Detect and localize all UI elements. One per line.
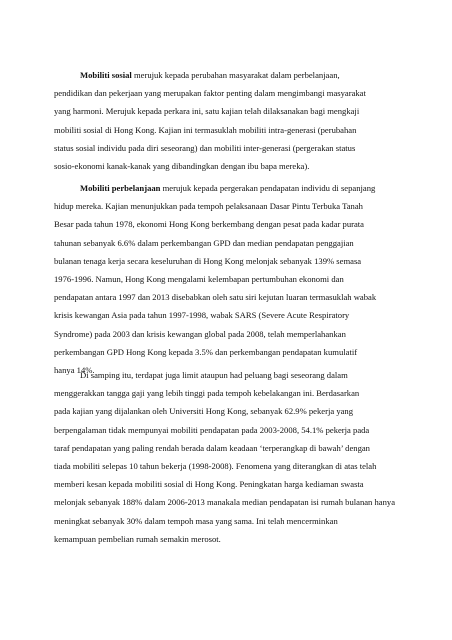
text-line: 1976-1996. Namun, Hong Kong mengalami kelembapan pertumbuhan ekonomi dan <box>54 274 344 285</box>
text-line: pendidikan dan pekerjaan yang merupakan faktor penting dalam mengimbangi masyarakat <box>54 88 366 99</box>
paragraph-mobiliti-sosial <box>54 66 424 175</box>
text-line: mobiliti sosial di Hong Kong. Kajian ini termasuklah mobiliti intra-generasi (perubahan <box>54 124 357 135</box>
text-line: hanya 14%. <box>54 365 95 376</box>
text-line: Syndrome) pada 2003 dan krisis kewangan global pada 2008, telah memperlahankan <box>54 328 346 339</box>
text-line: Besar pada tahun 1978, ekonomi Hong Kong berkembang dengan pesat pada kadar purata <box>54 219 364 230</box>
text-line: krisis kewangan Asia pada tahun 1997-1998, wabak SARS (Severe Acute Respiratory <box>54 310 350 321</box>
text-line: kemampuan pembelian rumah semakin merosot. <box>54 533 221 544</box>
text-line: berpengalaman tidak mempunyai mobiliti pendapatan pada 2003-2008, 54.1% pekerja pada <box>54 424 370 435</box>
text-line: perkembangan GPD Hong Kong kepada 3.5% dan perkembangan pendapatan kumulatif <box>54 346 358 357</box>
text-line: memberi kesan kepada mobiliti sosial di Hong Kong. Peningkatan harga kediaman swasta <box>54 479 364 490</box>
text-line: status sosial individu pada diri seseorang) dan mobiliti inter-generasi (pergerakan status <box>54 142 356 153</box>
text-line: bulanan tenaga kerja secara keseluruhan di Hong Kong melonjak sebanyak 139% semasa <box>54 255 362 266</box>
text-line: menggerakkan tangga gaji yang lebih tinggi pada tempoh kebelakangan ini. Berdasarkan <box>54 388 360 399</box>
paragraph-first-line <box>54 179 424 197</box>
paragraph-first-line: Di samping itu, terdapat juga limit ataupun had peluang bagi seseorang dalam <box>80 370 348 380</box>
text-line: taraf pendapatan yang paling rendah berada dalam keadaan ‘terperangkap di bawah’ dengan <box>54 442 370 453</box>
bold-term: Mobiliti perbelanjaan <box>80 183 161 193</box>
text-line: merujuk kepada pergerakan pendapatan individu di sepanjang <box>160 183 376 193</box>
paragraph-mobiliti-perbelanjaan <box>54 179 424 379</box>
text-line: pada kajian yang dijalankan oleh Universiti Hong Kong, sebanyak 62.9% pekerja yang <box>54 406 354 417</box>
text-line: pendapatan antara 1997 dan 2013 disebabkan oleh satu siri kejutan luaran termasuklah wabak <box>54 292 377 303</box>
text-line: melonjak sebanyak 188% dalam 2006-2013 manakala median pendapatan isi rumah bulanan hanya <box>54 497 396 508</box>
text-line: meningkat sebanyak 30% dalam tempoh masa yang sama. Ini telah mencerminkan <box>54 515 338 526</box>
text-line: tiada mobiliti selepas 10 tahun bekerja (1998-2008). Fenomena yang diterangkan di atas telah <box>54 461 377 472</box>
text-line: hidup mereka. Kajian menunjukkan pada tempoh pelaksanaan Dasar Pintu Terbuka Tanah <box>54 201 363 212</box>
paragraph-had-peluang <box>54 366 424 548</box>
text-line: sosio-ekonomi kanak-kanak yang dibandingkan dengan ibu bapa mereka). <box>54 161 310 172</box>
paragraph-first-line <box>54 66 424 84</box>
text-line: yang harmoni. Merujuk kepada perkara ini, satu kajian telah dilaksanakan bagi mengkaji <box>54 106 360 117</box>
text-line: tahunan sebanyak 6.6% dalam perkembangan GPD dan median pendapatan penggajian <box>54 237 354 248</box>
text-line: merujuk kepada perubahan masyarakat dalam perbelanjaan, <box>131 70 340 80</box>
bold-term: Mobiliti sosial <box>80 70 132 80</box>
